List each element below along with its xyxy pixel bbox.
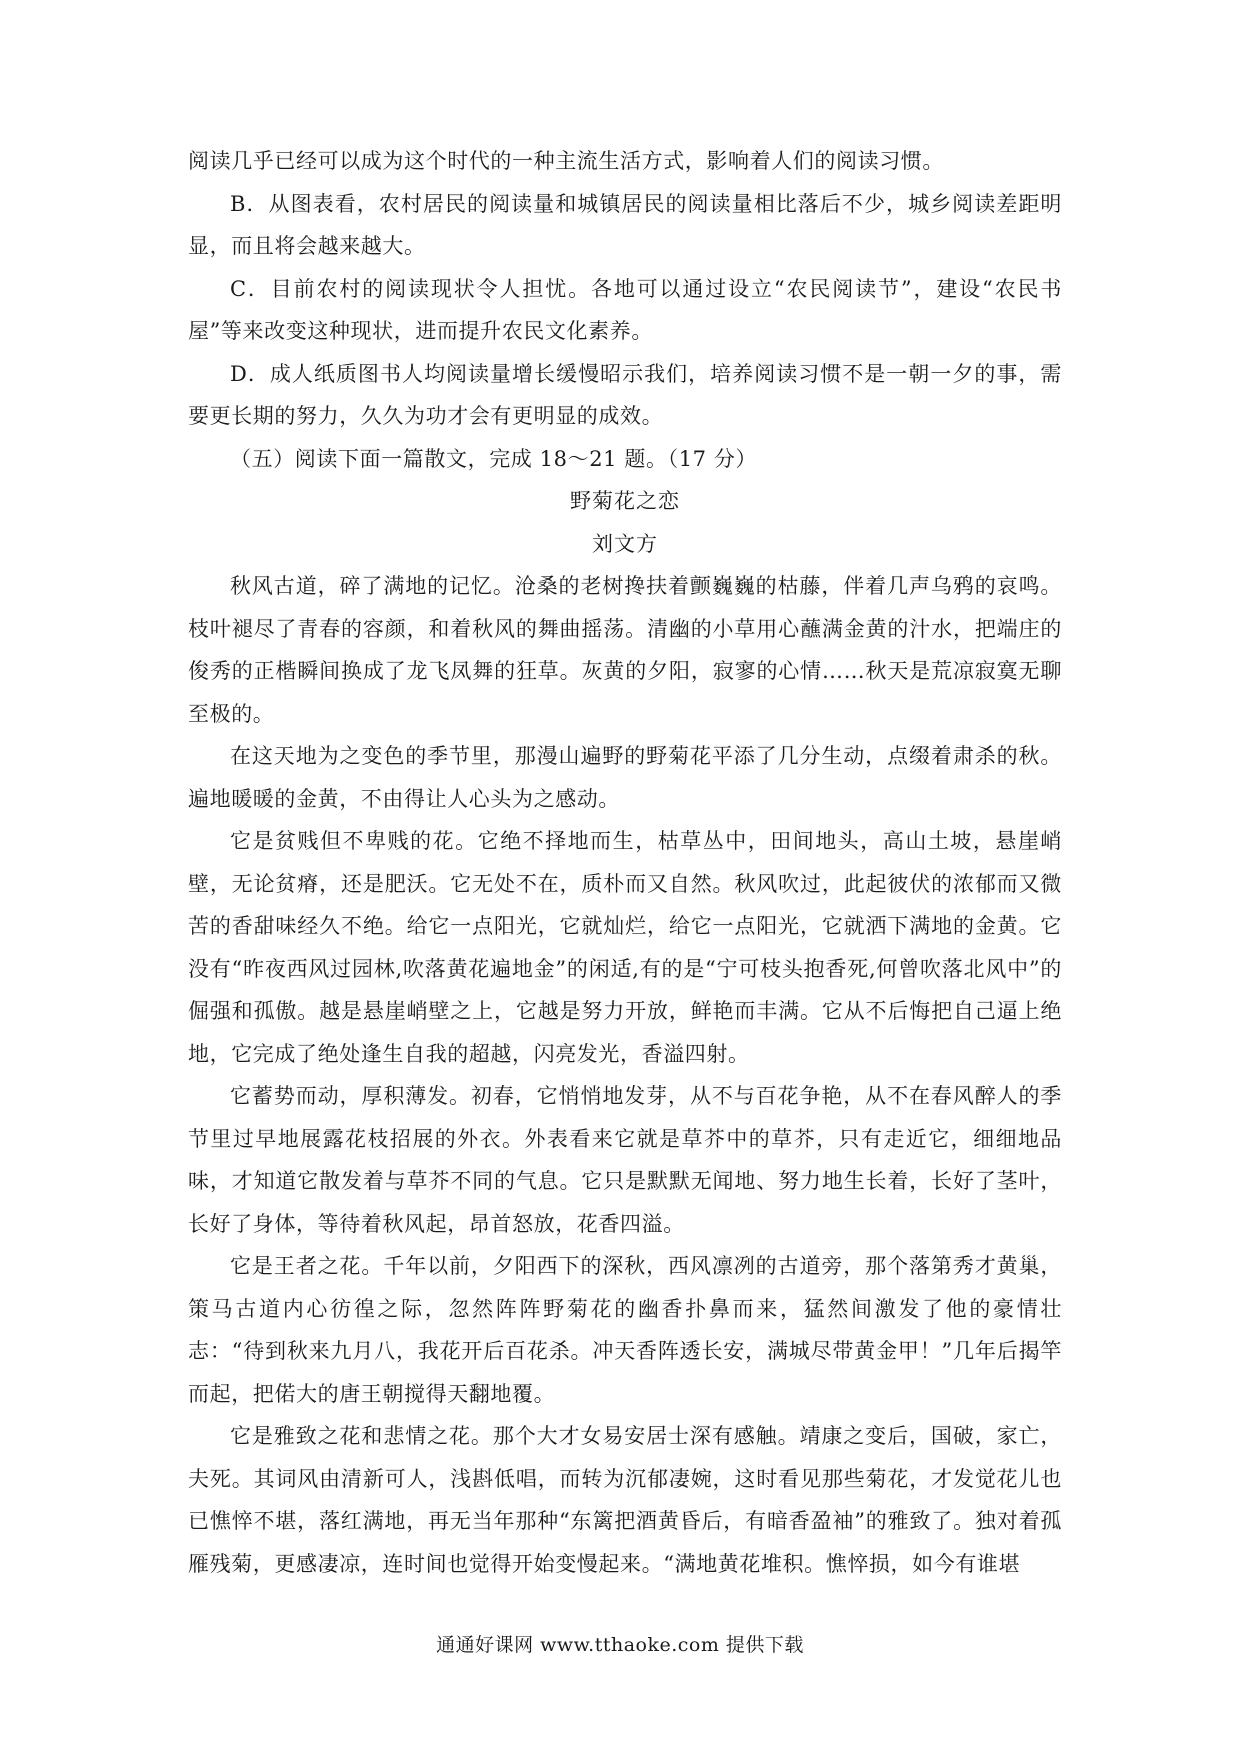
essay-paragraph-5: 它是王者之花。千年以前，夕阳西下的深秋，西风凛冽的古道旁，那个落第秀才黄巢，策马古道内心彷徨之际，忽然阵阵野菊花的幽香扑鼻而来，猛然间激发了他的豪情壮志：“待到秋来九月八，我花开后百花杀。冲天香阵透长安，满城尽带黄金甲！”几年后揭竿而起，把偌大的唐王朝搅得天翻地覆。 bbox=[188, 1254, 1062, 1406]
text-body bbox=[188, 140, 1062, 1585]
option-a-continuation: 阅读几乎已经可以成为这个时代的一种主流生活方式，影响着人们的阅读习惯。 bbox=[188, 149, 944, 173]
option-c: C．目前农村的阅读现状令人担忧。各地可以通过设立“农民阅读节”，建设“农民书屋”等来改变这种现状，进而提升农民文化素养。 bbox=[188, 276, 1062, 343]
essay-paragraph-2: 在这天地为之变色的季节里，那漫山遍野的野菊花平添了几分生动，点缀着肃杀的秋。遍地暖暖的金黄，不由得让人心头为之感动。 bbox=[188, 744, 1062, 811]
essay-paragraph-1: 秋风古道，碎了满地的记忆。沧桑的老树搀扶着颤巍巍的枯藤，伴着几声乌鸦的哀鸣。枝叶褪尽了青春的容颜，和着秋风的舞曲摇荡。清幽的小草用心蘸满金黄的汁水，把端庄的俊秀的正楷瞬间换成了龙飞凤舞的狂草。灰黄的夕阳，寂寥的心情……秋天是荒凉寂寞无聊至极的。 bbox=[188, 574, 1062, 726]
essay-author: 刘文方 bbox=[592, 531, 658, 556]
section-heading: （五）阅读下面一篇散文，完成 18～21 题。（17 分） bbox=[230, 446, 758, 471]
page-footer: 通通好课网 www.tthaoke.com 提供下载 bbox=[436, 1634, 804, 1656]
essay-paragraph-6: 它是雅致之花和悲情之花。那个大才女易安居士深有感触。靖康之变后，国破，家亡，夫死。其词风由清新可人，浅斟低唱，而转为沉郁凄婉，这时看见那些菊花，才发觉花儿也已憔悴不堪，落红满地，再无当年那种“东篱把酒黄昏后，有暗香盈袖”的雅致了。独对着孤雁残菊，更感凄凉，连时间也觉得开始变慢起来。“满地黄花堆积。憔悴损，如今有谁堪 bbox=[188, 1424, 1062, 1576]
essay-paragraph-3: 它是贫贱但不卑贱的花。它绝不择地而生，枯草丛中，田间地头，高山土坡，悬崖峭壁，无论贫瘠，还是肥沃。它无处不在，质朴而又自然。秋风吹过，此起彼伏的浓郁而又微苦的香甜味经久不绝。给它一点阳光，它就灿烂，给它一点阳光，它就洒下满地的金黄。它没有“昨夜西风过园林,吹落黄花遍地金”的闲适,有的是“宁可枝头抱香死,何曾吹落北风中”的倔强和孤傲。越是悬崖峭壁之上，它越是努力开放，鲜艳而丰满。它从不后悔把自己逼上绝地，它完成了绝处逢生自我的超越，闪亮发光，香溢四射。 bbox=[188, 829, 1062, 1066]
essay-title: 野菊花之恋 bbox=[570, 489, 680, 513]
option-d: D．成人纸质图书人均阅读量增长缓慢昭示我们，培养阅读习惯不是一朝一夕的事，需要更长期的努力，久久为功才会有更明显的成效。 bbox=[188, 361, 1062, 428]
option-b: B．从图表看，农村居民的阅读量和城镇居民的阅读量相比落后不少，城乡阅读差距明显，而且将会越来越大。 bbox=[188, 191, 1062, 258]
essay-paragraph-4: 它蓄势而动，厚积薄发。初春，它悄悄地发芽，从不与百花争艳，从不在春风醉人的季节里过早地展露花枝招展的外衣。外表看来它就是草芥中的草芥，只有走近它，细细地品味，才知道它散发着与草芥不同的气息。它只是默默无闻地、努力地生长着，长好了茎叶，长好了身体，等待着秋风起，昂首怒放，花香四溢。 bbox=[188, 1084, 1062, 1236]
